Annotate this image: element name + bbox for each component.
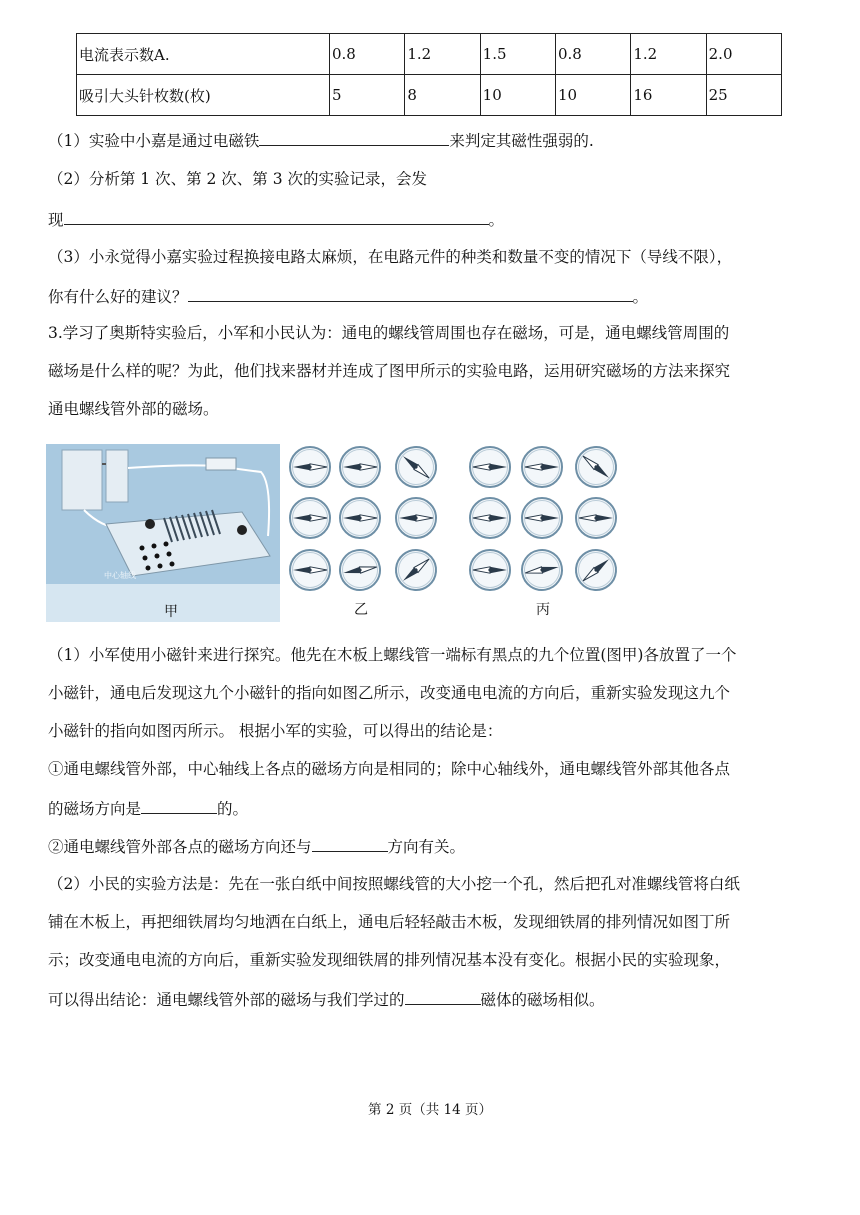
total-pages: 14 (443, 1102, 461, 1118)
table-cell: 5 (330, 75, 405, 116)
solenoid-photo (46, 444, 280, 622)
question-text: ②通电螺线管外部各点的磁场方向还与 (48, 838, 312, 856)
question-text: 可以得出结论：通电螺线管外部的磁场与我们学过的 (48, 991, 405, 1009)
table-cell: 10 (555, 75, 630, 116)
page-number: 2 (385, 1102, 395, 1118)
compass-needle-icon (290, 498, 330, 538)
question-text: （1）实验中小嘉是通过电磁铁 (48, 132, 260, 150)
figure-label-yi: 乙 (354, 602, 368, 618)
compass-needle-icon (388, 444, 444, 495)
question-3: （3）小永觉得小嘉实验过程换接电路太麻烦，在电路元件的种类和数量不变的情况下（导线不限）， (48, 248, 733, 266)
footer-text: 页） (464, 1102, 492, 1118)
compass-needle-icon (388, 542, 444, 598)
table-cell: 1.2 (405, 34, 480, 75)
table-row (77, 75, 782, 116)
question-text: 。 (632, 288, 649, 306)
question-text: 方向有关。 (387, 838, 466, 856)
experiment-figure (46, 444, 620, 622)
problem-3-text: 3.学习了奥斯特实验后，小军和小民认为：通电的螺线管周围也存在磁场，可是，通电螺线管周围的 (48, 324, 730, 342)
compass-needle-icon (568, 542, 620, 598)
sub-question-1-text: 小磁针的指向如图丙所示。 根据小军的实验，可以得出的结论是： (48, 722, 503, 740)
sub-question-2-text: （2）小民的实验方法是：先在一张白纸中间按照螺线管的大小挖一个孔，然后把孔对准螺线管将白纸 (48, 875, 740, 893)
question-text: 的。 (217, 800, 249, 818)
table-cell: 16 (631, 75, 706, 116)
sub-question-2-answer (48, 988, 605, 1010)
figure-label-bing: 丙 (536, 602, 550, 618)
table-cell: 1.2 (631, 34, 706, 75)
answer-blank[interactable] (312, 835, 388, 852)
table-cell: 0.8 (330, 34, 405, 75)
figure-label-jia: 甲 (164, 604, 178, 620)
compass-needle-icon (519, 547, 565, 593)
question-text: 来判定其磁性强弱的. (449, 132, 594, 150)
answer-blank[interactable] (141, 797, 217, 814)
compass-needle-icon (568, 444, 620, 495)
sub-question-2-text: 铺在木板上，再把细铁屑均匀地洒在白纸上，通电后轻轻敲击木板，发现细铁屑的排列情况如图丁所 (48, 913, 731, 931)
question-text: 。 (488, 211, 505, 229)
compass-needle-icon (340, 447, 380, 487)
compass-needle-icon (576, 498, 616, 538)
question-2: （2）分析第 1 次、第 2 次、第 3 次的实验记录，会发 (48, 170, 428, 188)
problem-3-text: 通电螺线管外部的磁场。 (48, 400, 219, 418)
compass-grid-bing (470, 444, 620, 618)
compass-needle-icon (337, 547, 383, 593)
row-label: 吸引大头针枚数(枚) (77, 75, 330, 116)
data-table (76, 33, 782, 116)
row-label: 电流表示数A. (77, 34, 330, 75)
conclusion-1-answer (48, 797, 248, 819)
table-cell: 0.8 (555, 34, 630, 75)
conclusion-2-answer (48, 835, 465, 857)
question-2-answer (48, 208, 504, 230)
answer-blank[interactable] (259, 129, 449, 146)
sub-question-1-text: （1）小军使用小磁针来进行探究。他先在木板上螺线管一端标有黑点的九个位置(图甲)各放置了一个 (48, 646, 737, 664)
table-cell: 25 (706, 75, 781, 116)
compass-needle-icon (522, 447, 562, 487)
footer-text: 第 (368, 1102, 382, 1118)
table-cell: 1.5 (480, 34, 555, 75)
question-3-answer (48, 285, 648, 307)
answer-blank[interactable] (405, 988, 481, 1005)
compass-needle-icon (340, 498, 380, 538)
compass-needle-icon (470, 447, 510, 487)
compass-grid-yi (290, 444, 444, 618)
sub-question-2-text: 示；改变通电电流的方向后，重新实验发现细铁屑的排列情况基本没有变化。根据小民的实验现象， (48, 951, 731, 969)
compass-needle-icon (522, 498, 562, 538)
compass-needle-icon (396, 498, 436, 538)
question-text: 的磁场方向是 (48, 800, 142, 818)
answer-blank[interactable] (188, 285, 633, 302)
table-cell: 8 (405, 75, 480, 116)
problem-3-text: 磁场是什么样的呢？为此，他们找来器材并连成了图甲所示的实验电路，运用研究磁场的方法来探究 (48, 362, 731, 380)
page-footer (0, 1098, 860, 1118)
compass-needle-icon (290, 447, 330, 487)
compass-needle-icon (470, 550, 510, 590)
question-text: 磁体的磁场相似。 (480, 991, 605, 1009)
question-text: 你有什么好的建议？ (48, 288, 188, 306)
question-1 (48, 129, 594, 151)
compass-needle-icon (470, 498, 510, 538)
question-text: 现 (48, 211, 64, 229)
compass-needle-icon (290, 550, 330, 590)
sub-question-1-text: 小磁针，通电后发现这九个小磁针的指向如图乙所示，改变通电电流的方向后，重新实验发现这九个 (48, 684, 731, 702)
table-cell: 10 (480, 75, 555, 116)
table-row (77, 34, 782, 75)
table-cell: 2.0 (706, 34, 781, 75)
svg-text:中心轴线: 中心轴线 (104, 571, 136, 580)
conclusion-1-text: ①通电螺线管外部，中心轴线上各点的磁场方向是相同的；除中心轴线外，通电螺线管外部其他各点 (48, 760, 731, 778)
footer-text: 页（共 (398, 1102, 440, 1118)
answer-blank[interactable] (64, 208, 489, 225)
